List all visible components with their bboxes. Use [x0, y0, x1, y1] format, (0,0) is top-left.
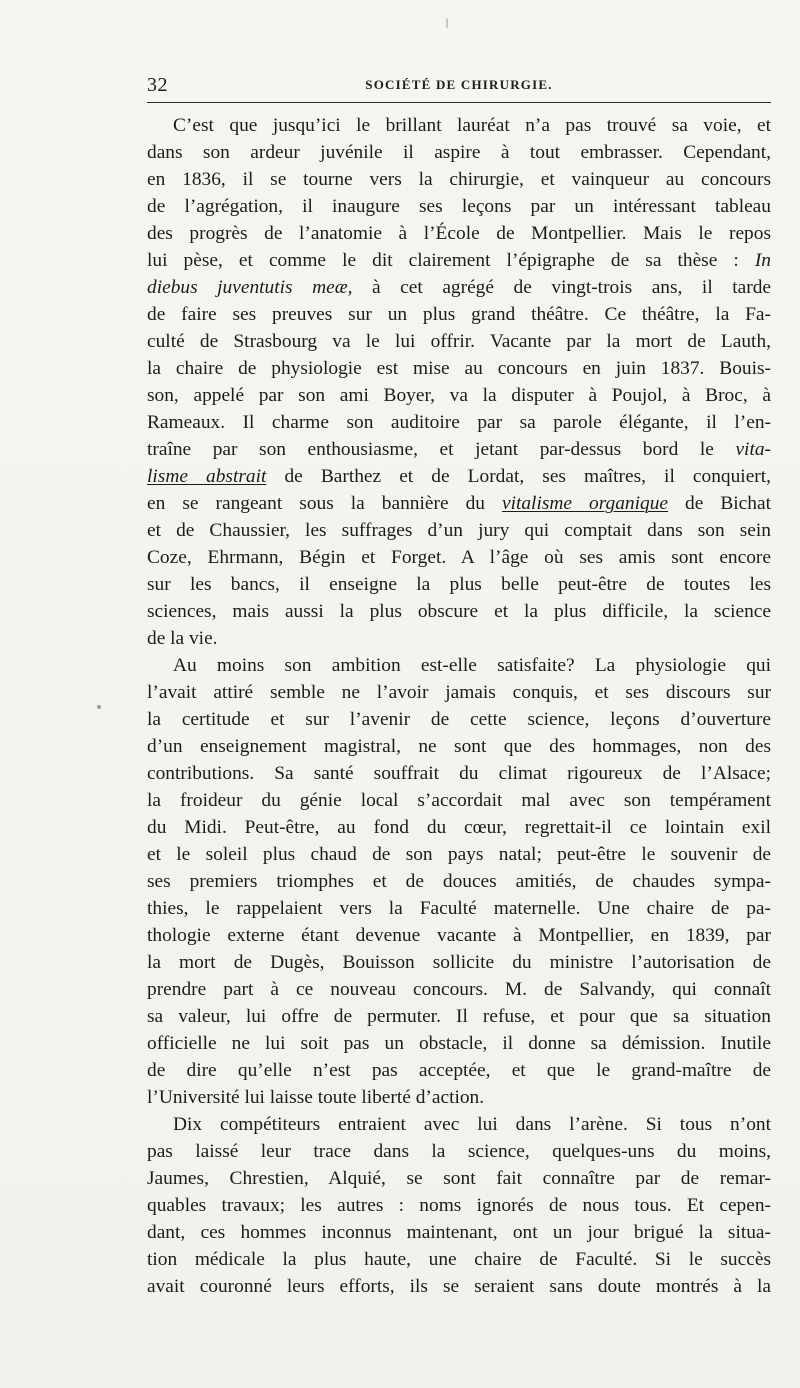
text-segment: quables travaux; les autres : noms ignorés de nous tous. Et cepen-: [147, 1195, 771, 1216]
text-line: [147, 1084, 771, 1111]
running-head: [147, 74, 771, 100]
text-segment: l’avait attiré semble ne l’avoir jamais conquis, et ses discours sur: [147, 682, 771, 703]
text-segment: la chaire de physiologie est mise au concours en juin 1837. Bouis-: [147, 358, 771, 379]
text-segment: de la vie.: [147, 628, 218, 649]
text-line: [147, 868, 771, 895]
text-line: [147, 895, 771, 922]
text-line: [147, 760, 771, 787]
text-segment: tion médicale la plus haute, une chaire de Faculté. Si le succès: [147, 1249, 771, 1270]
text-line: [147, 382, 771, 409]
text-segment: et de Chaussier, les suffrages d’un jury qui comptait dans son sein: [147, 520, 771, 541]
text-line: [147, 814, 771, 841]
text-line: [147, 706, 771, 733]
text-line: [147, 112, 771, 139]
text-segment: traîne par son enthousiasme, et jetant par-dessus bord le: [147, 439, 736, 460]
text-segment: prendre part à ce nouveau concours. M. de Salvandy, qui connaît: [147, 979, 771, 1000]
text-line: [147, 625, 771, 652]
text-segment: diebus juventutis meæ,: [147, 277, 353, 298]
text-line: [147, 247, 771, 274]
scan-speck: [97, 705, 101, 709]
text-line: [147, 1219, 771, 1246]
text-segment: dant, ces hommes inconnus maintenant, ont un jour brigué la situa-: [147, 1222, 771, 1243]
text-segment: des progrès de l’anatomie à l’École de Montpellier. Mais le repos: [147, 223, 771, 244]
text-segment: contributions. Sa santé souffrait du climat rigoureux de l’Alsace;: [147, 763, 771, 784]
text-line: [147, 949, 771, 976]
text-segment: dans son ardeur juvénile il aspire à tout embrasser. Cependant,: [147, 142, 771, 163]
page-number: 32: [147, 74, 168, 96]
text-segment: C’est que jusqu’ici le brillant lauréat n’a pas trouvé sa voie, et: [173, 115, 771, 136]
text-line: [147, 463, 771, 490]
header-rule: [147, 102, 771, 103]
text-segment: culté de Strasbourg va le lui offrir. Vacante par la mort de Lauth,: [147, 331, 771, 352]
text-line: [147, 1030, 771, 1057]
text-segment: thies, le rappelaient vers la Faculté maternelle. Une chaire de pa-: [147, 898, 771, 919]
text-segment: lui pèse, et comme le dit clairement l’épigraphe de sa thèse :: [147, 250, 755, 271]
text-segment: la mort de Dugès, Bouisson sollicite du ministre l’autorisation de: [147, 952, 771, 973]
text-line: [147, 517, 771, 544]
text-line: [147, 1165, 771, 1192]
text-line: [147, 733, 771, 760]
text-segment: de faire ses preuves sur un plus grand théâtre. Ce théâtre, la Fa-: [147, 304, 771, 325]
scan-speck: [446, 18, 448, 28]
text-line: [147, 274, 771, 301]
text-segment: du Midi. Peut-être, au fond du cœur, regrettait-il ce lointain exil: [147, 817, 771, 838]
text-line: [147, 544, 771, 571]
text-line: [147, 1111, 771, 1138]
text-segment: en 1836, il se tourne vers la chirurgie, et vainqueur au concours: [147, 169, 771, 190]
text-segment: la certitude et sur l’avenir de cette science, leçons d’ouverture: [147, 709, 771, 730]
text-segment: Coze, Ehrmann, Bégin et Forget. A l’âge où ses amis sont encore: [147, 547, 771, 568]
text-line: [147, 922, 771, 949]
text-segment: lisme abstrait: [147, 466, 267, 487]
text-line: [147, 787, 771, 814]
text-segment: en se rangeant sous la bannière du: [147, 493, 502, 514]
body-text: [147, 112, 771, 1300]
text-segment: sur les bancs, il enseigne la plus belle peut-être de toutes les: [147, 574, 771, 595]
text-line: [147, 1273, 771, 1300]
text-segment: de Barthez et de Lordat, ses maîtres, il conquiert,: [266, 466, 771, 487]
text-segment: Rameaux. Il charme son auditoire par sa parole élégante, il l’en-: [147, 412, 771, 433]
text-line: [147, 193, 771, 220]
text-line: [147, 598, 771, 625]
text-line: [147, 328, 771, 355]
text-line: [147, 166, 771, 193]
text-line: [147, 355, 771, 382]
text-segment: l’Université lui laisse toute liberté d’action.: [147, 1087, 485, 1108]
text-line: [147, 490, 771, 517]
text-segment: de l’agrégation, il inaugure ses leçons par un intéressant tableau: [147, 196, 771, 217]
text-line: [147, 841, 771, 868]
text-segment: thologie externe étant devenue vacante à Montpellier, en 1839, par: [147, 925, 771, 946]
text-line: [147, 571, 771, 598]
text-line: [147, 220, 771, 247]
text-segment: In: [754, 250, 771, 271]
text-line: [147, 139, 771, 166]
text-line: [147, 409, 771, 436]
text-segment: d’un enseignement magistral, ne sont que des hommages, non des: [147, 736, 771, 757]
text-line: [147, 1192, 771, 1219]
running-title: SOCIÉTÉ DE CHIRURGIE.: [365, 77, 553, 92]
text-segment: sciences, mais aussi la plus obscure et la plus difficile, la science: [147, 601, 771, 622]
text-segment: Au moins son ambition est-elle satisfaite? La physiologie qui: [173, 655, 771, 676]
text-segment: Dix compétiteurs entraient avec lui dans l’arène. Si tous n’ont: [173, 1114, 771, 1135]
text-segment: pas laissé leur trace dans la science, quelques-uns du moins,: [147, 1141, 771, 1162]
text-segment: de Bichat: [668, 493, 771, 514]
text-line: [147, 652, 771, 679]
text-segment: de dire qu’elle n’est pas acceptée, et que le grand-maître de: [147, 1060, 771, 1081]
text-segment: la froideur du génie local s’accordait mal avec son tempérament: [147, 790, 771, 811]
text-segment: officielle ne lui soit pas un obstacle, il donne sa démission. Inutile: [147, 1033, 771, 1054]
text-line: [147, 1138, 771, 1165]
text-segment: sa valeur, lui offre de permuter. Il refuse, et pour que sa situation: [147, 1006, 771, 1027]
text-segment: Jaumes, Chrestien, Alquié, se sont fait connaître par de remar-: [147, 1168, 771, 1189]
text-segment: vita-: [735, 439, 771, 460]
text-line: [147, 679, 771, 706]
text-segment: avait couronné leurs efforts, ils se seraient sans doute montrés à la: [147, 1276, 771, 1297]
text-segment: son, appelé par son ami Boyer, va la disputer à Poujol, à Broc, à: [147, 385, 771, 406]
text-line: [147, 1003, 771, 1030]
text-segment: vitalisme organique: [501, 493, 669, 514]
text-line: [147, 976, 771, 1003]
text-line: [147, 1057, 771, 1084]
text-line: [147, 301, 771, 328]
text-line: [147, 436, 771, 463]
text-line: [147, 1246, 771, 1273]
text-segment: à cet agrégé de vingt-trois ans, il tarde: [352, 277, 771, 298]
text-segment: et le soleil plus chaud de son pays natal; peut-être le souvenir de: [147, 844, 771, 865]
text-segment: ses premiers triomphes et de douces amitiés, de chaudes sympa-: [147, 871, 771, 892]
